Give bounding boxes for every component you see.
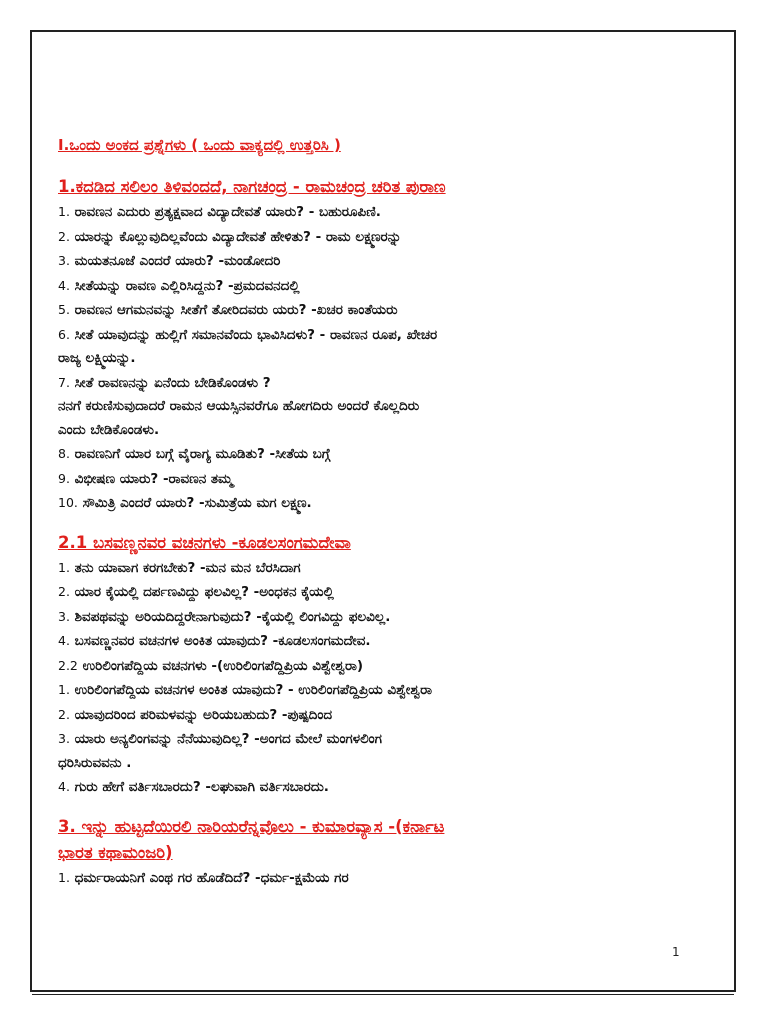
page-title: I.ಒಂದು ಅಂಕದ ಪ್ರಶ್ನೆಗಳು ( ಒಂದು ವಾಕ್ಯದಲ್ಲಿ ಉತ್ತರಿಸಿ ) xyxy=(58,136,341,154)
qa-line: 9. ವಿಭೀಷಣ ಯಾರು? -ರಾವಣನ ತಮ್ಮ xyxy=(58,470,233,487)
qa-line: 10. ಸೌಮಿತ್ರಿ ಎಂದರೆ ಯಾರು? -ಸುಮಿತ್ರೆಯ ಮಗ ಲಕ್ಷ್ಮಣ. xyxy=(58,495,312,511)
qa-line: 4. ಬಸವಣ್ಣನವರ ವಚನಗಳ ಅಂಕಿತ ಯಾವುದು? -ಕೂಡಲಸಂಗಮದೇವ. xyxy=(58,633,371,649)
page-number: 1 xyxy=(672,945,680,959)
qa-line: 3. ಯಾರು ಅನ್ಯಲಿಂಗವನ್ನು ನೆನೆಯುವುದಿಲ್ಲ? -ಅಂಗದ ಮೇಲೆ ಮಂಗಳಲಿಂಗ xyxy=(58,731,382,747)
qa-line: 5. ರಾವಣನ ಆಗಮನವನ್ನು ಸೀತೆಗೆ ತೋರಿದವರು ಯರು? -ಖಚರ ಕಾಂತೆಯರು xyxy=(58,302,398,318)
qa-line-continuation: ಧರಿಸಿರುವವನು . xyxy=(58,754,132,771)
qa-line: 1. ತನು ಯಾವಾಗ ಕರಗಬೇಕು? -ಮನ ಮನ ಬೆರಸಿದಾಗ xyxy=(58,559,301,576)
section-3-lines xyxy=(58,866,698,891)
section-1-lines xyxy=(58,200,698,516)
document-body xyxy=(58,130,698,890)
qa-line: 2. ಯಾರ ಕೈಯಲ್ಲಿ ದರ್ಪಣವಿದ್ದು ಫಲವಿಲ್ಲ? -ಅಂಧಕನ ಕೈಯಲ್ಲಿ xyxy=(58,584,334,600)
qa-line: 6. ಸೀತೆ ಯಾವುದನ್ನು ಹುಲ್ಲಿಗೆ ಸಮಾನವೆಂದು ಭಾವಿಸಿದಳು? - ರಾವಣನ ರೂಪ, ಖೇಚರ xyxy=(58,326,438,343)
qa-line: 8. ರಾವಣನಿಗೆ ಯಾರ ಬಗ್ಗೆ ವೈರಾಗ್ಯ ಮೂಡಿತು? -ಸೀತೆಯ ಬಗ್ಗೆ xyxy=(58,446,331,462)
section-2-lines xyxy=(58,556,698,800)
qa-line: 3. ಶಿವಪಥವನ್ನು ಅರಿಯದಿದ್ದರೇನಾಗುವುದು? -ಕೈಯಲ್ಲಿ ಲಿಂಗವಿದ್ದು ಫಲವಿಲ್ಲ. xyxy=(58,608,391,625)
subsection-heading: 2.2 ಉರಿಲಿಂಗಪೆದ್ದಿಯ ವಚನಗಳು -(ಉರಿಲಿಂಗಪೆದ್ದಿಪ್ರಿಯ ವಿಶ್ವೇಶ್ವರಾ) xyxy=(58,657,364,674)
qa-line: 3. ಮಯತನೂಜೆ ಎಂದರೆ ಯಾರು? -ಮಂಡೋದರಿ xyxy=(58,253,281,269)
qa-line: 2. ಯಾವುದರಿಂದ ಪರಿಮಳವನ್ನು ಅರಿಯಬಹುದು? -ಪುಷ್ಪದಿಂದ xyxy=(58,706,333,723)
section-heading-3-continued: ಭಾರತ ಕಥಾಮಂಜರಿ) xyxy=(58,842,173,862)
qa-line: 2. ಯಾರನ್ನು ಕೊಲ್ಲುವುದಿಲ್ಲವೆಂದು ವಿದ್ಯಾದೇವತೆ ಹೇಳಿತು? - ರಾಮ ಲಕ್ಷ್ಮಣರನ್ನು xyxy=(58,228,402,245)
qa-line: 1. ಉರಿಲಿಂಗಪೆದ್ದಿಯ ವಚನಗಳ ಅಂಕಿತ ಯಾವುದು? - ಉರಿಲಿಂಗಪೆದ್ದಿಪ್ರಿಯ ವಿಶ್ವೇಶ್ವರಾ xyxy=(58,682,433,698)
qa-line: 1. ಧರ್ಮರಾಯನಿಗೆ ಎಂಥ ಗರ ಹೊಡೆದಿದೆ? -ಧರ್ಮ-ಕ್ಷಮೆಯ ಗರ xyxy=(58,869,349,886)
section-heading-1: 1.ಕದಡಿದ ಸಲಿಲಂ ತಿಳಿವಂದದೆ, ನಾಗಚಂದ್ರ - ರಾಮಚಂದ್ರ ಚರಿತ ಪುರಾಣ xyxy=(58,177,446,196)
section-heading-3: 3. ಇನ್ನು ಹುಟ್ಟದೆಯಿರಲಿ ನಾರಿಯರೆನ್ನವೊಲು - ಕುಮಾರವ್ಯಾಸ -(ಕರ್ನಾಟ xyxy=(58,816,445,836)
qa-line: 4. ಗುರು ಹೇಗೆ ವರ್ತಿಸಬಾರದು? -ಲಘುವಾಗಿ ವರ್ತಿಸಬಾರದು. xyxy=(58,779,329,795)
qa-line-continuation: ಎಂದು ಬೇಡಿಕೊಂಡಳು. xyxy=(58,421,160,438)
section-heading-2: 2.1 ಬಸವಣ್ಣನವರ ವಚನಗಳು -ಕೂಡಲಸಂಗಮದೇವಾ xyxy=(58,532,351,552)
qa-line: 7. ಸೀತೆ ರಾವಣನನ್ನು ಏನೆಂದು ಬೇಡಿಕೊಂಡಳು ? xyxy=(58,374,271,391)
qa-line-continuation: ನನಗೆ ಕರುಣಿಸುವುದಾದರೆ ರಾಮನ ಆಯಸ್ಸಿನವರೆಗೂ ಹೋಗದಿರು ಅಂದರೆ ಕೊಲ್ಲದಿರು xyxy=(58,398,420,414)
qa-line: 1. ರಾವಣನ ಎದುರು ಪ್ರತ್ಯಕ್ಷವಾದ ವಿದ್ಯಾದೇವತೆ ಯಾರು? - ಬಹುರೂಪಿಣಿ. xyxy=(58,204,381,220)
qa-line: 4. ಸೀತೆಯನ್ನು ರಾವಣ ಎಲ್ಲಿರಿಸಿದ್ದನು? -ಪ್ರಮದವನದಲ್ಲಿ xyxy=(58,277,300,294)
qa-line-continuation: ರಾಜ್ಯ ಲಕ್ಷ್ಮಿಯನ್ನು. xyxy=(58,350,136,366)
